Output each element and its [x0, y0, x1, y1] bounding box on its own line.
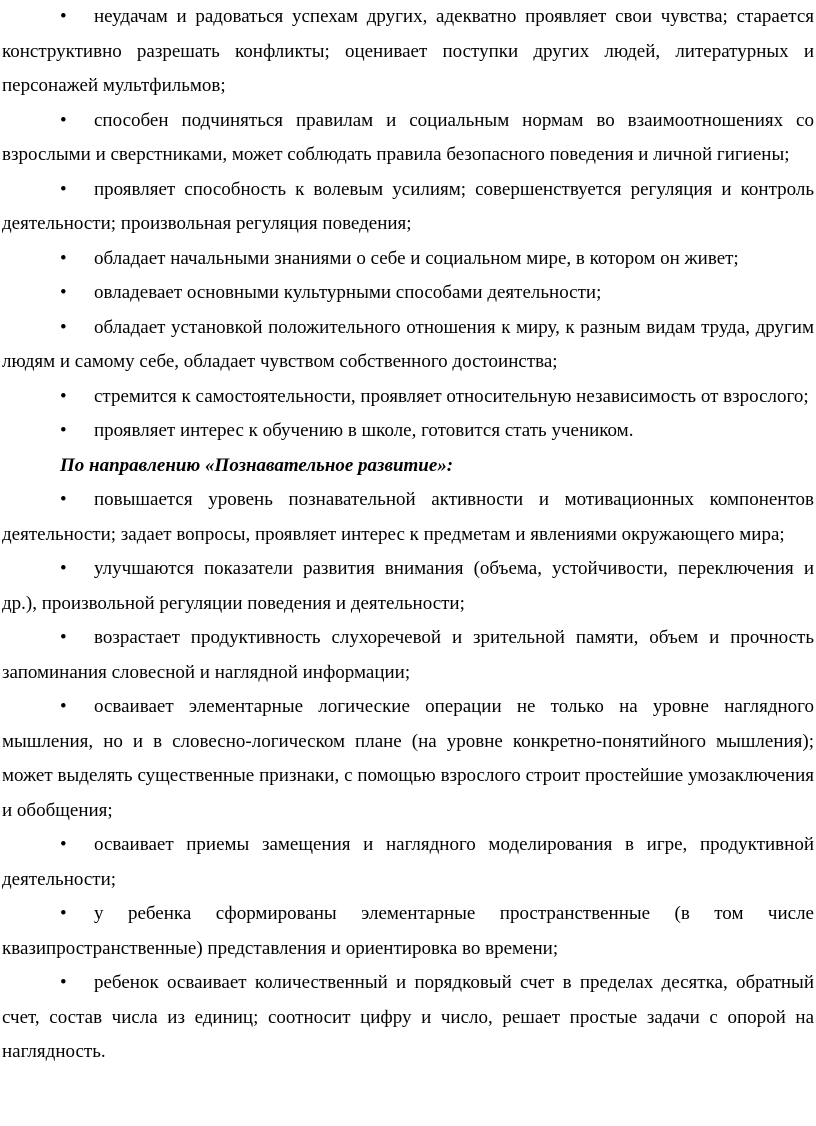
- bullet-marker: •: [60, 385, 67, 407]
- list-item-text: у ребенка сформированы элементарные пространственные (в том числе квазипространственные) представления и ориентировка во времени;: [2, 903, 814, 959]
- bullet-marker: •: [60, 420, 67, 441]
- list-item: [2, 380, 814, 415]
- list-item: [2, 173, 814, 242]
- list-item-text: повышается уровень познавательной активности и мотивационных компонентов деятельности; задает вопросы, проявляет интерес к предметам и явлениями окружающего мира;: [2, 489, 814, 545]
- list-item: [2, 897, 814, 966]
- list-item: [2, 104, 814, 173]
- bullet-marker: •: [60, 903, 67, 924]
- bullet-marker: •: [60, 834, 67, 855]
- list-item: [2, 621, 814, 690]
- list-item: [2, 828, 814, 897]
- list-item-text: ребенок осваивает количественный и порядковый счет в пределах десятка, обратный счет, состав числа из единиц; соотносит цифру и число, решает простые задачи с опорой на наглядность.: [2, 972, 814, 1062]
- list-item-text: проявляет интерес к обучению в школе, готовится стать учеником.: [94, 420, 634, 441]
- list-item: [2, 0, 814, 104]
- list-item-text: проявляет способность к волевым усилиям; совершенствуется регуляция и контроль деятельности; произвольная регуляция поведения;: [2, 178, 814, 234]
- bullet-marker: •: [60, 627, 67, 648]
- list-item: [2, 276, 814, 311]
- list-item-text: обладает установкой положительного отношения к миру, к разным видам труда, другим людям и самому себе, обладает чувством собственного достоинства;: [2, 316, 814, 372]
- list-item: [2, 552, 814, 621]
- bullet-marker: •: [60, 6, 67, 27]
- bullet-marker: •: [60, 247, 67, 269]
- bullet-marker: •: [60, 972, 67, 993]
- bullet-marker: •: [60, 558, 67, 579]
- list-item-text: стремится к самостоятельности, проявляет относительную независимость от взрослого;: [94, 385, 809, 407]
- list-item: [2, 311, 814, 380]
- bullet-marker: •: [60, 282, 67, 303]
- list-item-text: осваивает элементарные логические операции не только на уровне наглядного мышления, но и в словесно-логическом плане (на уровне конкретно-понятийного мышления); может выделять существенные признаки, с помощью взрослого строит простейшие умозаключения и обобщения;: [2, 696, 814, 821]
- list-item-text: овладевает основными культурными способами деятельности;: [94, 282, 602, 303]
- bullet-marker: •: [60, 696, 67, 717]
- list-item-text: неудачам и радоваться успехам других, адекватно проявляет свои чувства; старается конструктивно разрешать конфликты; оценивает поступки других людей, литературных и персонажей мультфильмов;: [2, 6, 814, 96]
- list-item: [2, 414, 814, 449]
- list-item: [2, 242, 814, 277]
- list-item-text: способен подчиняться правилам и социальным нормам во взаимоотношениях со взрослыми и сверстниками, может соблюдать правила безопасного поведения и личной гигиены;: [2, 109, 814, 165]
- bullet-marker: •: [60, 489, 67, 510]
- list-item-text: осваивает приемы замещения и наглядного моделирования в игре, продуктивной деятельности;: [2, 834, 814, 890]
- bullet-marker: •: [60, 178, 67, 200]
- list-item: [2, 690, 814, 828]
- list-item: [2, 483, 814, 552]
- bullet-marker: •: [60, 316, 67, 338]
- list-item-text: улучшаются показатели развития внимания (объема, устойчивости, переключения и др.), произвольной регуляции поведения и деятельности;: [2, 558, 814, 614]
- bullet-marker: •: [60, 109, 67, 131]
- list-item-text: возрастает продуктивность слухоречевой и зрительной памяти, объем и прочность запоминания словесной и наглядной информации;: [2, 627, 814, 683]
- list-item: [2, 966, 814, 1070]
- section-heading: По направлению «Познавательное развитие»:: [60, 454, 454, 476]
- list-item-text: обладает начальными знаниями о себе и социальном мире, в котором он живет;: [94, 247, 739, 269]
